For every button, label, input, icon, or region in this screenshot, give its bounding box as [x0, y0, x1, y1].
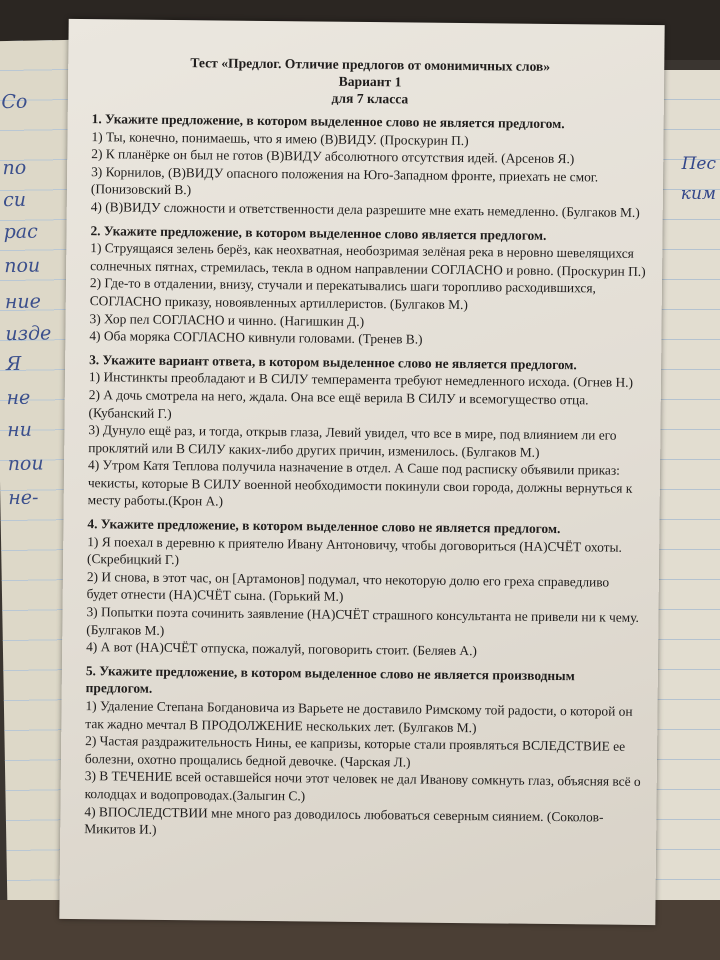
handwriting-line: пои: [4, 254, 41, 278]
answer-option: 2) Где-то в отдалении, внизу, стучали и перекатывались шаги торопливо расходившихся, СОГЛАСНО приказу, новоявленных артиллеристов. (Булгаков М.): [89, 275, 596, 313]
answer-option: 2) Частая раздражительность Нины, ее капризы, которые стали проявляться ВСЛЕДСТВИЕ ее болезни, охотно прощались бедной девочке. (Чарская Л.): [84, 733, 626, 770]
answer-option: 4) ВПОСЛЕДСТВИИ мне много раз доводилось любоваться северным сиянием. (Соколов-Микитов И.): [84, 803, 604, 838]
variant-label: Вариант 1: [338, 73, 402, 90]
handwriting-line: по: [2, 156, 27, 180]
grade-label: для 7 класса: [331, 90, 409, 107]
answer-option: 2) К планёрке он был не готов (В)ВИДУ абсолютного отсутствия идей. (Арсенов Я.): [91, 146, 575, 167]
answer-option: 1) Удаление Степана Богдановича из Варьете не доставило Римскому той радости, о которой он так жадно мечтал В ПРОДОЛЖЕНИЕ нескольких лет. (Булгаков М.): [85, 698, 633, 735]
question-block: [86, 515, 643, 662]
answer-option: 1) Я поехал в деревню к приятелю Ивану Антоновичу, чтобы договориться (НА)СЧЁТ охоты.(Скребицкий Г.): [86, 533, 622, 568]
question-block: [89, 222, 646, 351]
answer-option: 2) А дочь смотрела на него, ждала. Она все ещё верила В СИЛУ и всемогущество отца. (Кубанский Г.): [88, 387, 589, 421]
handwriting-line: ние: [4, 290, 42, 314]
handwriting-line: изде: [5, 322, 52, 346]
question-block: [88, 351, 646, 515]
question-title: 3. Укажите вариант ответа, в котором выделенное слово не является предлогом.: [89, 351, 577, 372]
answer-option: 1) Струящаяся зелень берёз, как неохватная, необозримая зелёная река в неровно шевелящихся солнечных пятнах, стремилась, текла в одном направлении СОГЛАСНО и ровно. (Проскурин П.): [90, 240, 646, 279]
question-title: 4. Укажите предложение, в котором выделенное слово не является предлогом.: [87, 516, 561, 537]
answer-option: 2) И снова, в этот час, он [Артамонов] подумал, что некоторую долю его греха справедливо будет отнести (НА)СЧЁТ сына. (Горький М.): [86, 568, 610, 605]
question-title: 5. Укажите предложение, в котором выделенное слово не является производным предлогом.: [85, 662, 575, 697]
handwriting-line: Я: [5, 352, 22, 376]
question-title: 1. Укажите предложение, в котором выделенное слово не является предлогом.: [91, 111, 565, 132]
answer-option: 3) В ТЕЧЕНИЕ всей оставшейся ночи этот человек не дал Иванову сомкнуть глаз, объясняя всё о колодцах и водопроводах.(Залыгин С.): [84, 768, 641, 804]
answer-option: 4) Утром Катя Теплова получила назначение в отдел. А Саше под расписку объявили приказ: чекисты, которые В СИЛУ военной необходимости покинули свои города, должны вернуться к месту работы.(Крон А.): [87, 457, 633, 510]
answer-option: 1) Ты, конечно, понимаешь, что я имею (В)ВИДУ. (Проскурин П.): [91, 128, 469, 148]
answer-option: 4) А вот (НА)СЧЁТ отпуска, пожалуй, поговорить стоит. (Беляев А.): [86, 639, 478, 659]
handwriting-line: ни: [6, 418, 33, 442]
answer-option: 4) Оба моряка СОГЛАСНО кивнули головами. (Тренев В.): [89, 328, 423, 347]
answer-option: 3) Корнилов, (В)ВИДУ опасного положения на Юго-Западном фронте, приехать не смог. (Понизовский В.): [90, 163, 599, 198]
question-block: [91, 110, 648, 221]
handwriting-line: пои: [7, 452, 44, 476]
handwriting-line: рас: [3, 220, 38, 244]
answer-option: 3) Дунуло ещё раз, и тогда, открыв глаза, Левий увидел, что все в мире, под влиянием ли его проклятий или В СИЛУ каких-либо других причин, изменилось. (Булгаков М.): [88, 422, 617, 460]
question-title: 2. Укажите предложение, в котором выделенное слово является предлогом.: [90, 222, 547, 243]
sheet-content: [84, 53, 648, 844]
answer-option: 4) (В)ВИДУ сложности и ответственности дела разрешите мне ехать немедленно. (Булгаков М.): [90, 199, 640, 220]
answer-option: 3) Попытки поэта сочинить заявление (НА)СЧЁТ страшного консультанта не привели ни к чему. (Булгаков М.): [86, 604, 639, 638]
test-sheet: [59, 19, 664, 925]
question-block: [84, 662, 642, 844]
handwriting-line: не: [6, 386, 31, 410]
handwriting-line: Со: [1, 90, 28, 114]
answer-option: 1) Инстинкты преобладают и В СИЛУ темперамента требуют немедленного исхода. (Огнев Н.): [88, 369, 634, 391]
test-title: Тест «Предлог. Отличие предлогов от омонимичных слов»: [190, 55, 551, 74]
handwriting-line: Пес: [681, 154, 716, 174]
handwriting-line: ким: [680, 184, 716, 204]
handwriting-line: не-: [8, 486, 39, 510]
answer-option: 3) Хор пел СОГЛАСНО и чинно. (Нагишкин Д.): [89, 310, 365, 329]
handwriting-line: си: [2, 188, 27, 212]
